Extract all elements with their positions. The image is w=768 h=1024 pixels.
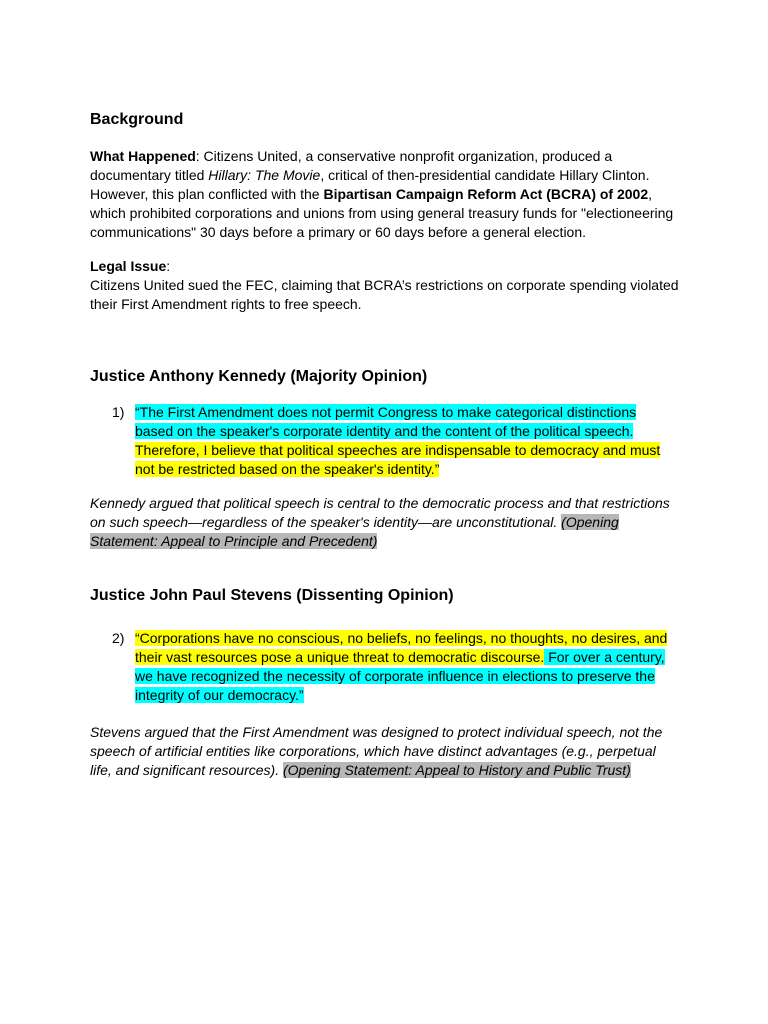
kennedy-quote-part1: “The First Amendment does not permit Congress to make categorical distinctions based on the speaker's corporate identity and the content of the political speech. bbox=[135, 404, 637, 439]
kennedy-tag: (Opening Statement: Appeal to Principle and Precedent) bbox=[90, 514, 619, 549]
stevens-analysis: Stevens argued that the First Amendment was designed to protect individual speech, not the speech of artificial entities like corporations, which have distinct advantages (e.g., perpetual life, and significant resources). bbox=[90, 724, 663, 778]
legal-issue-text: Citizens United sued the FEC, claiming that BCRA’s restrictions on corporate spending violated their First Amendment rights to free speech. bbox=[90, 277, 679, 312]
legal-issue-colon: : bbox=[166, 258, 171, 274]
stevens-analysis-paragraph bbox=[90, 723, 680, 780]
what-happened-paragraph bbox=[90, 147, 680, 242]
legal-issue-label: Legal Issue bbox=[90, 258, 167, 274]
kennedy-analysis: Kennedy argued that political speech is central to the democratic process and that restrictions on such speech—regardless of the speaker's identity—are unconstitutional. bbox=[90, 495, 670, 530]
stevens-quote-part2: For over a century, we have recognized the necessity of corporate influence in elections to preserve the integrity of our democracy.” bbox=[135, 649, 665, 703]
what-happened-label: What Happened bbox=[90, 148, 196, 164]
what-happened-text-3: , which prohibited corporations and unions from using general treasury funds for "electioneering communications" 30 days before a primary or 60 days before a general election. bbox=[90, 186, 674, 240]
act-name: Bipartisan Campaign Reform Act (BCRA) of 2002 bbox=[323, 186, 649, 202]
stevens-heading: Justice John Paul Stevens (Dissenting Opinion) bbox=[90, 587, 454, 604]
legal-issue-paragraph bbox=[90, 257, 680, 314]
kennedy-quote-part2: Therefore, I believe that political speeches are indispensable to democracy and must not be restricted based on the speaker's identity.” bbox=[135, 442, 661, 477]
stevens-tag: (Opening Statement: Appeal to History and Public Trust) bbox=[282, 762, 631, 778]
what-happened-text-2: , critical of then-presidential candidate Hillary Clinton. However, this plan conflicted with the bbox=[90, 167, 650, 202]
stevens-quote-part1: “Corporations have no conscious, no beliefs, no feelings, no thoughts, no desires, and their vast resources pose a unique threat to democratic discourse. bbox=[135, 630, 668, 665]
what-happened-text-1: : Citizens United, a conservative nonprofit organization, produced a documentary titled bbox=[90, 148, 613, 183]
film-title: Hillary: The Movie bbox=[208, 167, 321, 183]
kennedy-quote bbox=[135, 403, 675, 479]
kennedy-analysis-paragraph bbox=[90, 494, 680, 551]
kennedy-heading: Justice Anthony Kennedy (Majority Opinion) bbox=[90, 368, 428, 385]
kennedy-quote-number: 1) bbox=[112, 404, 125, 420]
background-heading: Background bbox=[90, 111, 184, 128]
stevens-quote-number: 2) bbox=[112, 630, 125, 646]
stevens-quote bbox=[135, 629, 675, 705]
